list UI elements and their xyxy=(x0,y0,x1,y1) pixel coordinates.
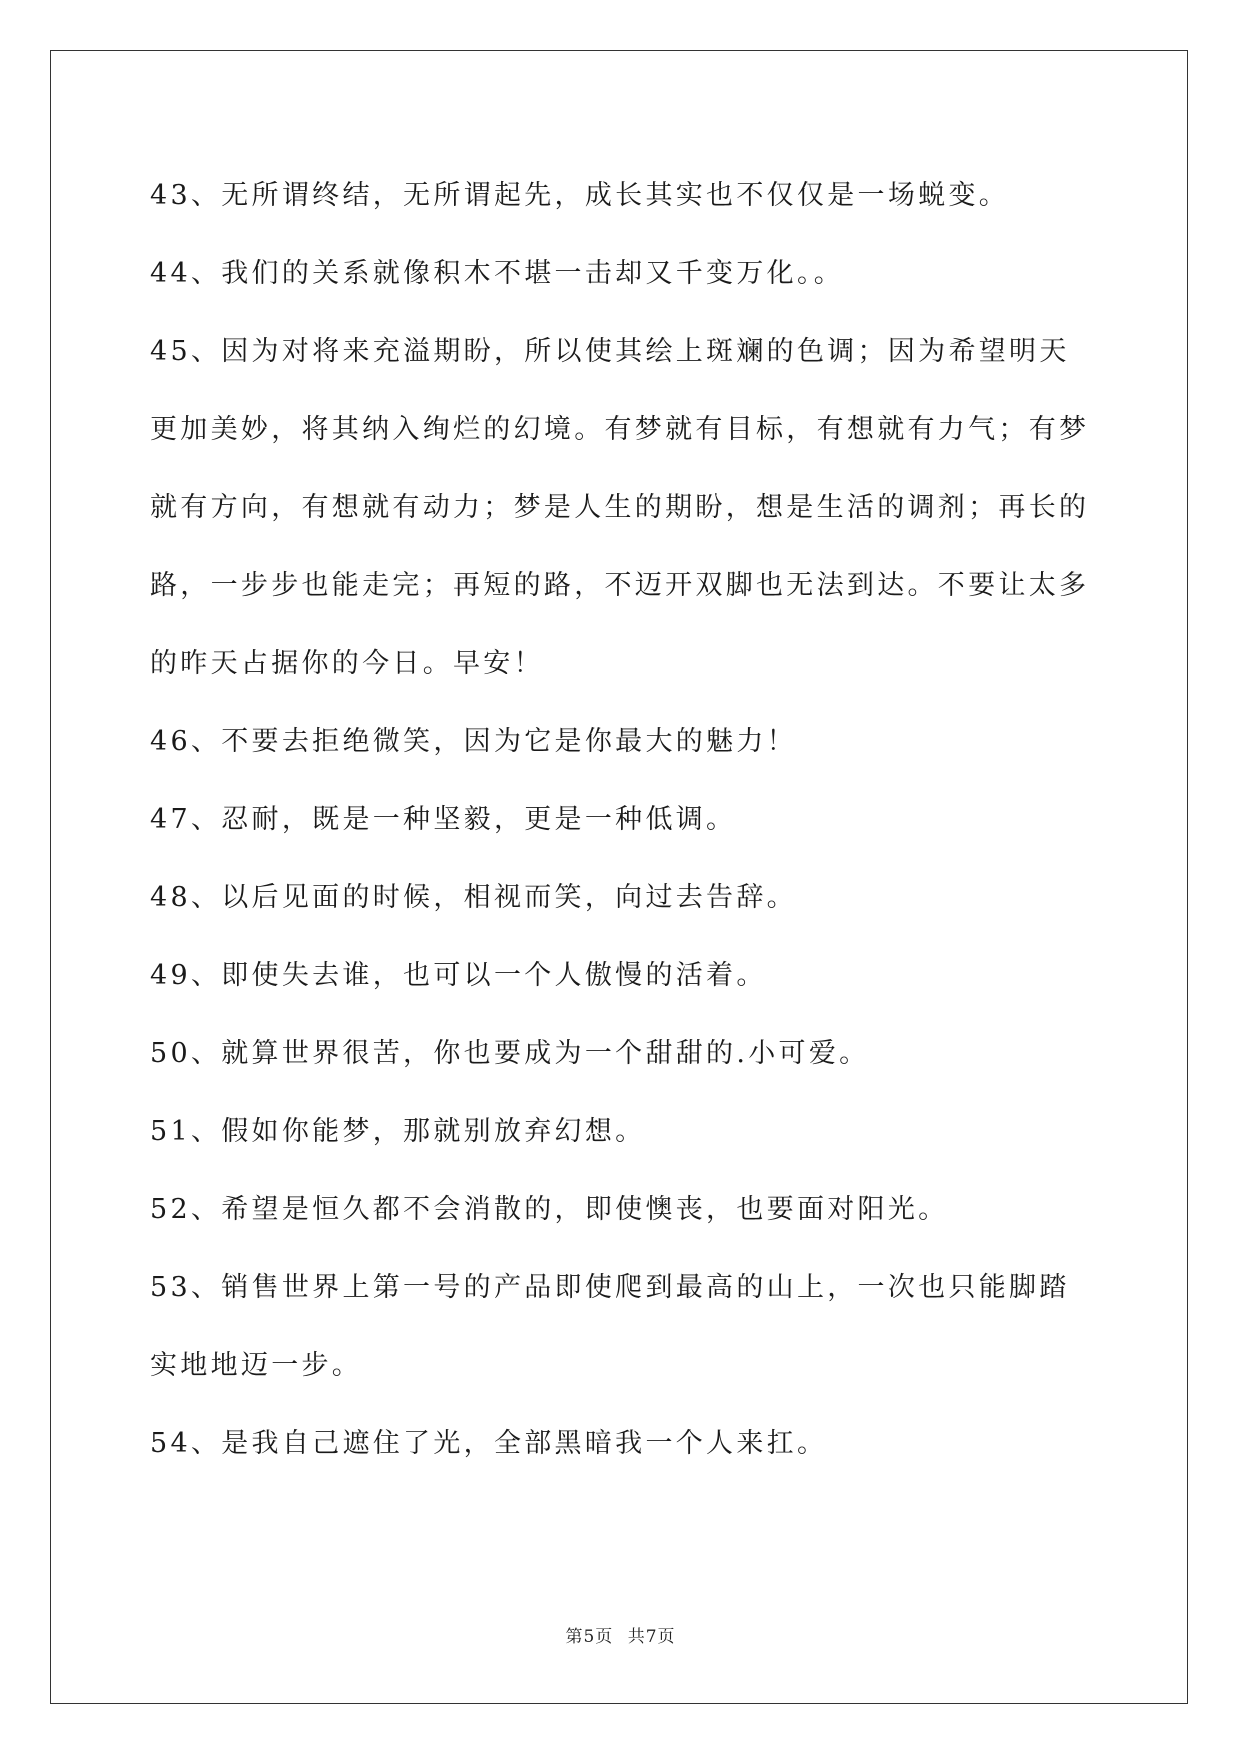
paragraph: 49、即使失去谁，也可以一个人傲慢的活着。 xyxy=(150,960,767,991)
paragraph: 51、假如你能梦，那就别放弃幻想。 xyxy=(150,1116,646,1147)
page-number: 第5页 xyxy=(565,1627,614,1647)
page-footer xyxy=(0,1622,1241,1647)
paragraph: 54、是我自己遮住了光，全部黑暗我一个人来扛。 xyxy=(150,1428,828,1459)
paragraph: 52、希望是恒久都不会消散的，即使懊丧，也要面对阳光。 xyxy=(150,1194,949,1225)
page-total: 共7页 xyxy=(627,1627,676,1647)
paragraph: 50、就算世界很苦，你也要成为一个甜甜的.小可爱。 xyxy=(150,1038,870,1069)
paragraph: 45、因为对将来充溢期盼，所以使其绘上斑斓的色调；因为希望明天更加美妙，将其纳入绚烂的幻境。有梦就有目标，有想就有力气；有梦就有方向，有想就有动力；梦是人生的期盼，想是生活的调剂；再长的路，一步步也能走完；再短的路，不迈开双脚也无法到达。不要让太多的昨天占据你的今日。早安！ xyxy=(150,336,1090,679)
document-body xyxy=(150,157,1090,1483)
paragraph: 43、无所谓终结，无所谓起先，成长其实也不仅仅是一场蜕变。 xyxy=(150,180,1010,211)
paragraph: 48、以后见面的时候，相视而笑，向过去告辞。 xyxy=(150,882,797,913)
paragraph: 44、我们的关系就像积木不堪一击却又千变万化。。 xyxy=(150,258,845,289)
paragraph: 47、忍耐，既是一种坚毅，更是一种低调。 xyxy=(150,804,737,835)
paragraph: 53、销售世界上第一号的产品即使爬到最高的山上，一次也只能脚踏实地地迈一步。 xyxy=(150,1272,1070,1381)
paragraph: 46、不要去拒绝微笑，因为它是你最大的魅力！ xyxy=(150,726,797,757)
